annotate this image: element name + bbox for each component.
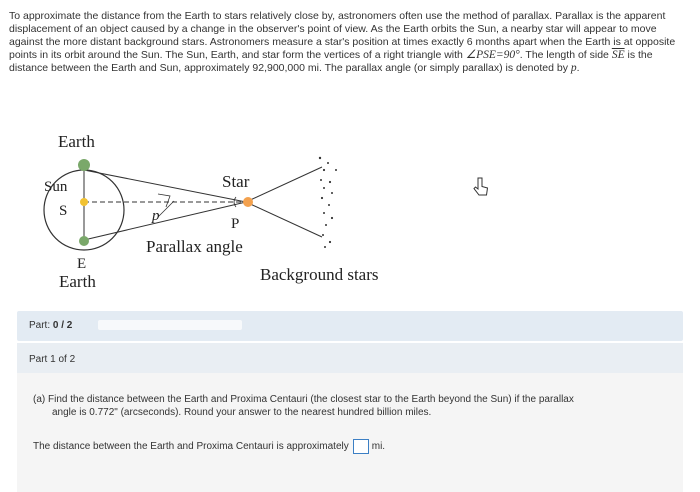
- intro-text-3: is the distance between the Earth and Sun, approximately 92,900,000 mi. The parallax angle (or simply parallax) is denoted by: [9, 49, 653, 74]
- s-label: S: [59, 203, 68, 219]
- pointer-cursor-icon: [472, 176, 492, 200]
- p-small-label: p: [152, 208, 160, 224]
- part-progress-text: 0 / 2: [52, 320, 73, 331]
- part-progress-bar: [17, 311, 683, 341]
- star-label: Star: [222, 172, 250, 191]
- question-line-2: angle is 0.772" (arcseconds). Round your answer to the nearest hundred billion miles.: [52, 407, 432, 418]
- star-dot: [243, 197, 253, 207]
- earth-bottom-dot: [79, 236, 89, 246]
- earth-top-dot: [78, 159, 90, 171]
- side-se: $\overline{SE}$: [611, 49, 625, 61]
- line-star-to-background-bottom: [246, 202, 322, 237]
- angle-tick: [158, 201, 174, 217]
- part-label: Part: 0 / 2: [29, 320, 73, 331]
- part-1-header: [17, 343, 683, 373]
- answer-line: [33, 439, 385, 454]
- angle-mark-star: [234, 197, 236, 207]
- line-star-to-background-top: [246, 167, 322, 202]
- intro-text-4: .: [576, 62, 580, 74]
- answer-prefix: The distance between the Earth and Proxima Centauri is approximately: [33, 441, 349, 452]
- parallax-diagram: [30, 125, 410, 295]
- answer-input[interactable]: [353, 439, 369, 454]
- problem-intro: [9, 10, 687, 75]
- line-earth-bottom-to-star: [84, 202, 246, 240]
- parallax-angle-label: Parallax angle: [146, 237, 243, 256]
- e-label: E: [77, 256, 87, 272]
- intro-text-1: To approximate the distance from the Earth to stars relatively close by, astronomers often use the method of parallax. Parallax is the apparent displacement of an object caused by a change in the observer's point of view. As the Earth orbits the Sun, a nearby star will appear to move against the more distant background stars. Astronomers measure a star's position at times exactly 6 months apart when the Earth is at opposite points in its orbit around the Sun. The Sun, Earth, and star form the vertices of a right triangle with: [9, 10, 676, 61]
- answer-unit: mi.: [371, 441, 386, 452]
- question-text: [33, 393, 673, 419]
- sun-label: Sun: [44, 179, 68, 195]
- parallax-variable: p: [570, 62, 577, 74]
- part-1-label: Part 1 of 2: [29, 354, 76, 365]
- question-line-1: (a) Find the distance between the Earth and Proxima Centauri (the closest star to the Earth beyond the Sun) if the parallax: [33, 394, 574, 405]
- background-stars-label: Background stars: [260, 265, 379, 284]
- earth-bottom-label: Earth: [59, 272, 96, 291]
- p-big-label: P: [231, 216, 240, 232]
- angle-mark-earth: [158, 194, 170, 207]
- intro-text-2: . The length of side: [519, 49, 612, 61]
- angle-expression: ∠PSE=90°: [465, 49, 520, 61]
- earth-top-label: Earth: [58, 132, 95, 151]
- background-star-dots: [319, 157, 337, 248]
- part-1-section: [17, 343, 683, 492]
- part-progress-track: [98, 320, 242, 330]
- sun-dot: [80, 198, 88, 206]
